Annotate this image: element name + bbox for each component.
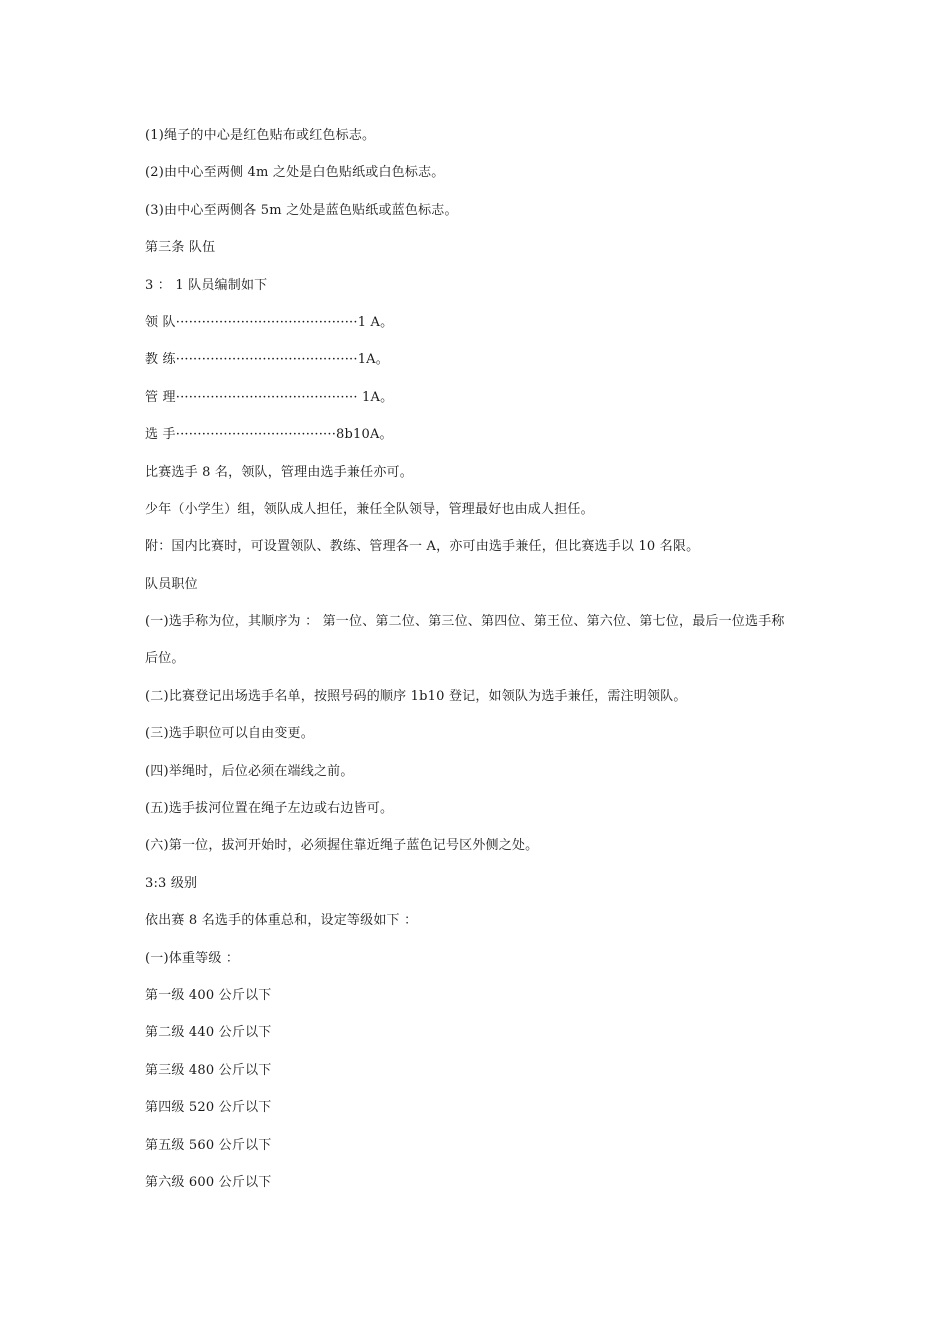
heading-player-positions: 队员职位 — [145, 576, 198, 592]
weight-class-4: 第四级 520 公斤以下 — [145, 1100, 272, 1116]
rope-4m-mark-line: (2)由中心至两侧 4m 之处是白色贴纸或白色标志。 — [145, 165, 445, 181]
heading-weight-classes: (一)体重等级 ： — [145, 950, 240, 966]
subsection-heading-levels: 3:3 级别 — [145, 875, 198, 891]
weight-class-1: 第一级 400 公斤以下 — [145, 987, 272, 1003]
paragraph-appendix-note: 附：国内比赛时，可设置领队、教练、管理各一 A，亦可由选手兼任，但比赛选手以 10 名限。 — [145, 539, 700, 555]
position-rule-2: (二)比赛登记出场选手名单，按照号码的顺序 1b10 登记，如领队为选手兼任，需注明领队。 — [145, 688, 687, 704]
roster-manager-line: 管 理·········································· 1A。 — [145, 389, 394, 405]
weight-class-2: 第二级 440 公斤以下 — [145, 1025, 272, 1041]
paragraph-youth-group: 少年（小学生）组，领队成人担任，兼任全队领导，管理最好也由成人担任。 — [145, 501, 594, 517]
weight-class-3: 第三级 480 公斤以下 — [145, 1062, 272, 1078]
roster-players-line: 选 手·····································8b10A。 — [145, 427, 393, 443]
position-rule-1: (一)选手称为位，其顺序为 ： 第一位、第二位、第三位、第四位、第王位、第六位、第七位，最后一位选手称 — [145, 614, 785, 630]
subsection-heading-roster: 3 ： 1 队员编制如下 — [145, 277, 268, 293]
roster-leader-line: 领 队··········································1 A。 — [145, 314, 394, 330]
document-body — [145, 124, 815, 1208]
position-rule-5: (五)选手拔河位置在绳子左边或右边皆可。 — [145, 801, 394, 817]
position-rule-1-continued: 后位。 — [145, 651, 185, 667]
position-rule-4: (四)举绳时，后位必须在端线之前。 — [145, 763, 354, 779]
weight-class-6: 第六级 600 公斤以下 — [145, 1174, 272, 1190]
weight-class-5: 第五级 560 公斤以下 — [145, 1137, 272, 1153]
rope-5m-mark-line: (3)由中心至两侧各 5m 之处是蓝色贴纸或蓝色标志。 — [145, 202, 458, 218]
rope-center-mark-line: (1)绳子的中心是红色贴布或红色标志。 — [145, 128, 376, 143]
roster-coach-line: 教 练··········································1A。 — [145, 352, 389, 368]
section-heading-team: 第三条 队伍 — [145, 240, 216, 256]
paragraph-players-count: 比赛选手 8 名，领队，管理由选手兼任亦可。 — [145, 464, 413, 480]
position-rule-3: (三)选手职位可以自由变更。 — [145, 726, 314, 742]
paragraph-levels-intro: 依出赛 8 名选手的体重总和，设定等级如下 ： — [145, 913, 418, 929]
position-rule-6: (六)第一位，拔河开始时，必须握住靠近绳子蓝色记号区外侧之处。 — [145, 838, 539, 854]
